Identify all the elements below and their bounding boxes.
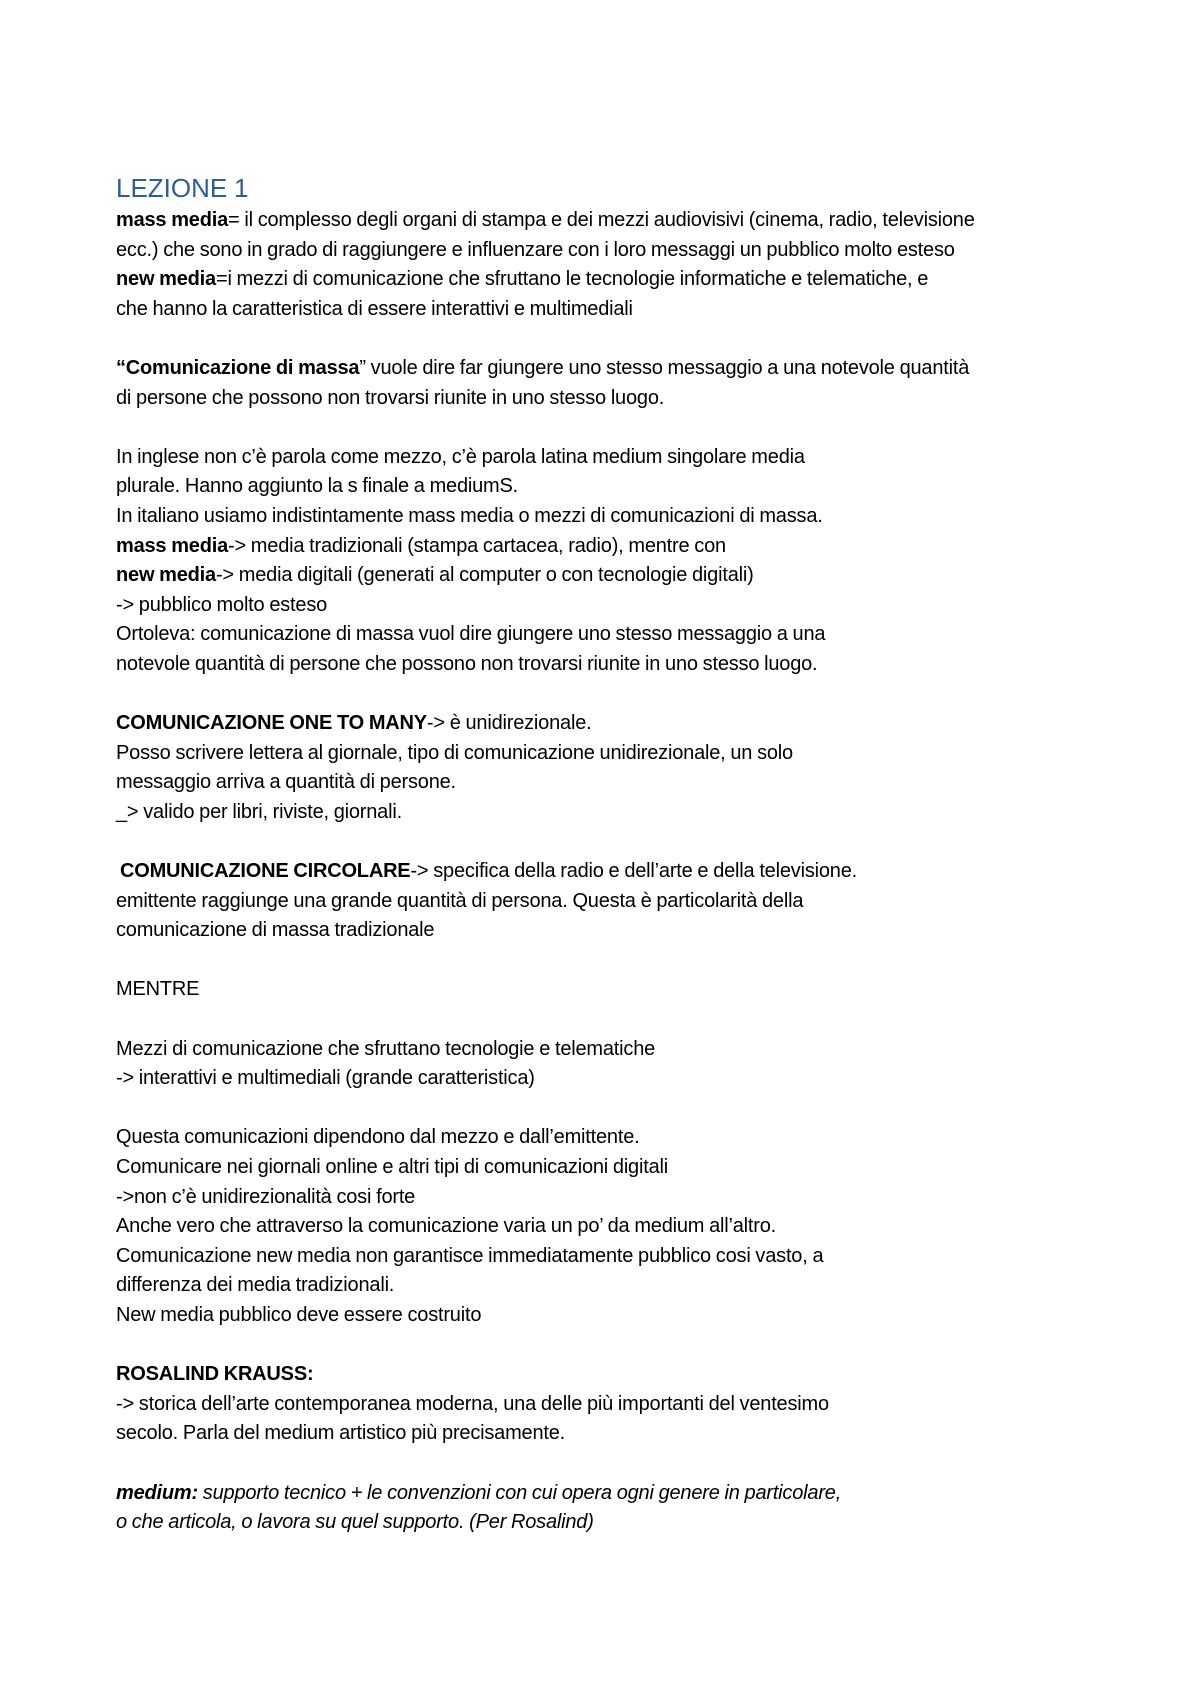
spacer [116, 1094, 1116, 1124]
circular-line-1 [116, 857, 1116, 887]
document-body [116, 170, 1116, 1538]
one-to-many-text: -> è unidirezionale. [426, 712, 592, 735]
spacer [116, 1005, 1116, 1035]
questa-line-3: ->non c’è unidirezionalità cosi forte [116, 1185, 416, 1208]
circular-text: -> specifica della radio e dell’arte e della televisione. [410, 860, 857, 883]
circular-line-2: emittente raggiunge una grande quantità di persona. Questa è particolarità della [116, 889, 804, 912]
questa-line-6: differenza dei media tradizionali. [116, 1274, 395, 1297]
medium-definition-line-1 [116, 1479, 1116, 1509]
ortoleva-line-2: notevole quantità di persone che possono non trovarsi riunite in uno stesso luogo. [116, 652, 818, 675]
one-to-many-line-4: _> valido per libri, riviste, giornali. [116, 800, 402, 823]
wide-audience-line: -> pubblico molto esteso [116, 593, 328, 616]
mass-media-arrow-line [116, 532, 1116, 562]
mass-communication-line-1 [116, 354, 1116, 384]
spacer [116, 1331, 1116, 1361]
questa-line-7: New media pubblico deve essere costruito [116, 1303, 482, 1326]
one-to-many-line-1 [116, 709, 1116, 739]
medium-term: medium: [116, 1481, 198, 1504]
mass-media-term: mass media [116, 209, 229, 231]
mass-media-definition-text: = il complesso degli organi di stampa e dei mezzi audiovisivi (cinema, radio, televisione [228, 209, 975, 231]
mass-communication-line-2: di persone che possono non trovarsi riunite in uno stesso luogo. [116, 386, 665, 409]
spacer [116, 324, 1116, 354]
new-media-arrow-line [116, 561, 1116, 591]
mezzi-line-2: -> interattivi e multimediali (grande caratteristica) [116, 1067, 535, 1090]
mass-communication-text: ” vuole dire far giungere uno stesso messaggio a una notevole quantità [359, 356, 970, 379]
italian-usage-line: In italiano usiamo indistintamente mass media o mezzi di comunicazioni di massa. [116, 504, 823, 527]
one-to-many-line-2: Posso scrivere lettera al giornale, tipo di comunicazione unidirezionale, un solo [116, 741, 793, 764]
new-media-definition-line-2: che hanno la caratteristica di essere interattivi e multimediali [116, 297, 633, 320]
mass-media-definition-line-1 [116, 206, 1116, 236]
krauss-heading: ROSALIND KRAUSS: [116, 1363, 314, 1386]
new-media-definition-text: =i mezzi di comunicazione che sfruttano le tecnologie informatiche e telematiche, e [215, 268, 929, 291]
mass-media-term-2: mass media [116, 534, 229, 557]
questa-line-5: Comunicazione new media non garantisce immediatamente pubblico cosi vasto, a [116, 1244, 824, 1267]
krauss-line-1: -> storica dell’arte contemporanea moderna, una delle più importanti del ventesimo [116, 1392, 829, 1415]
questa-line-1: Questa comunicazioni dipendono dal mezzo e dall’emittente. [116, 1126, 640, 1149]
lesson-heading: LEZIONE 1 [116, 173, 249, 203]
new-media-arrow-text: -> media digitali (generati al computer o con tecnologie digitali) [215, 564, 754, 587]
ortoleva-line-1: Ortoleva: comunicazione di massa vuol dire giungere uno stesso messaggio a una [116, 623, 826, 646]
spacer [116, 680, 1116, 710]
krauss-line-2: secolo. Parla del medium artistico più precisamente. [116, 1422, 566, 1445]
mezzi-line-1: Mezzi di comunicazione che sfruttano tecnologie e telematiche [116, 1037, 656, 1060]
spacer [116, 1449, 1116, 1479]
new-media-definition-line-1 [116, 265, 1116, 295]
medium-definition-line-2: o che articola, o lavora su quel supporto. (Per Rosalind) [116, 1511, 594, 1534]
one-to-many-line-3: messaggio arriva a quantità di persone. [116, 771, 456, 794]
questa-line-2: Comunicare nei giornali online e altri tipi di comunicazioni digitali [116, 1156, 668, 1178]
english-paragraph-line-2: plurale. Hanno aggiunto la s finale a mediumS. [116, 475, 518, 498]
circular-line-3: comunicazione di massa tradizionale [116, 919, 435, 942]
mass-communication-term: “Comunicazione di massa [116, 356, 360, 379]
spacer [116, 827, 1116, 857]
spacer [116, 946, 1116, 976]
mass-media-arrow-text: -> media tradizionali (stampa cartacea, radio), mentre con [228, 534, 726, 557]
new-media-term: new media [116, 268, 216, 291]
questa-line-4: Anche vero che attraverso la comunicazione varia un po’ da medium all’altro. [116, 1215, 777, 1238]
spacer [116, 413, 1116, 443]
mass-media-definition-line-2: ecc.) che sono in grado di raggiungere e influenzare con i loro messaggi un pubblico molto esteso [116, 238, 955, 261]
new-media-term-2: new media [116, 564, 216, 587]
one-to-many-term: COMUNICAZIONE ONE TO MANY [116, 712, 427, 735]
english-paragraph-line-1: In inglese non c’è parola come mezzo, c’è parola latina medium singolare media [116, 445, 805, 468]
mentre-line: MENTRE [116, 978, 200, 1001]
circular-term: COMUNICAZIONE CIRCOLARE [120, 860, 411, 883]
medium-definition-text: supporto tecnico + le convenzioni con cui opera ogni genere in particolare, [197, 1481, 842, 1504]
